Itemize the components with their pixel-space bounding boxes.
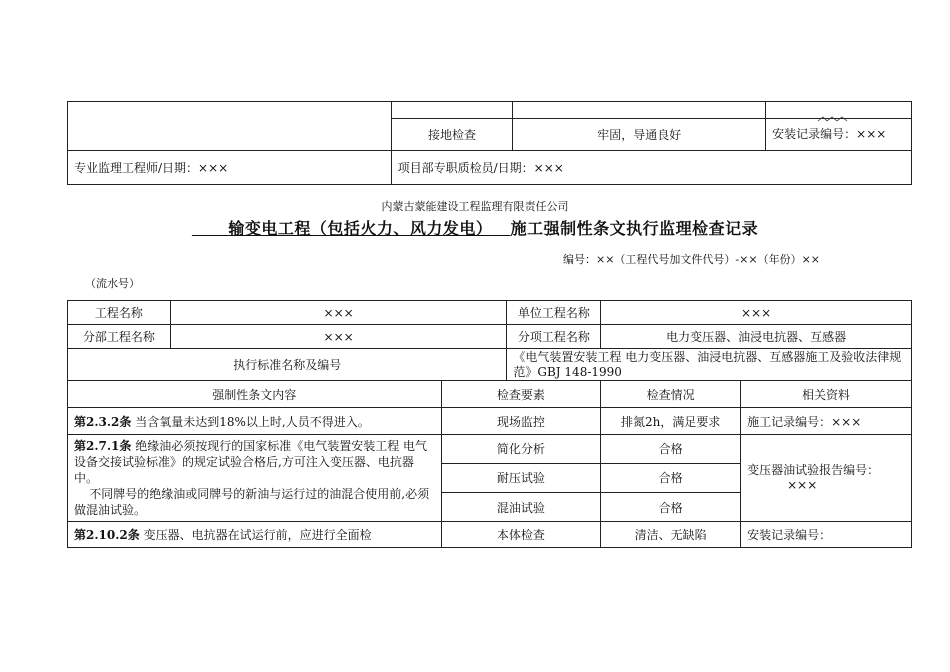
subitem-value: 电力变压器、油浸电抗器、互感器 [601, 325, 912, 349]
header-status: 检查情况 [601, 381, 741, 408]
division-value: ××× [170, 325, 507, 349]
header-docs: 相关资料 [741, 381, 912, 408]
subitem-label: 分项工程名称 [507, 325, 601, 349]
clause-2-10-2-content [68, 522, 442, 548]
title-project: 输变电工程（包括火力、风力发电） [228, 219, 493, 238]
clause-number: 第2.7.1条 [74, 439, 132, 453]
clause-2-3-2-content [68, 408, 442, 435]
supervisor-sign-cell: 专业监理工程师/日期：××× [68, 151, 392, 185]
clause-2-3-2-status: 排氮2h，满足要求 [601, 408, 741, 435]
clause-text-2: 不同牌号的绝缘油或同牌号的新油与运行过的油混合使用前,必须做混油试验。 [74, 487, 430, 517]
project-name-label: 工程名称 [68, 301, 171, 325]
top-blank-cell [513, 102, 766, 119]
document-code: 编号：××（工程代号加文件代号）-××（年份）×× [563, 253, 821, 266]
clause-text: 变压器、电抗器在试运行前，应进行全面检 [143, 528, 372, 542]
clause-2-7-1-element-2: 耐压试验 [441, 463, 601, 493]
clause-2-3-2-element: 现场监控 [441, 408, 601, 435]
document-title [0, 216, 950, 239]
division-label: 分部工程名称 [68, 325, 171, 349]
clause-2-7-1-status-2: 合格 [601, 463, 741, 493]
standard-label: 执行标准名称及编号 [68, 349, 507, 381]
clause-number: 第2.3.2条 [74, 414, 132, 429]
title-blank-before [192, 219, 228, 238]
clause-2-10-2-status: 清洁、无缺陷 [601, 522, 741, 548]
top-blank-cell [391, 102, 513, 119]
clause-text: 绝缘油必须按现行的国家标准《电气装置安装工程 电气设备交接试验标准》的规定试验合格后,方可注入变压器、电抗器中。 [74, 439, 428, 485]
install-record-cell: 安装记录编号：××× [766, 119, 912, 151]
unit-name-label: 单位工程名称 [507, 301, 601, 325]
clause-2-10-2-element: 本体检查 [441, 522, 601, 548]
title-blank-after [492, 219, 510, 238]
clause-2-7-1-element-1: 简化分析 [441, 435, 601, 464]
top-table [67, 101, 912, 185]
scribble-mark [817, 115, 849, 123]
oil-test-report-number: ××× [787, 478, 818, 492]
header-elements: 检查要素 [441, 381, 601, 408]
project-name-value: ××× [170, 301, 507, 325]
clause-2-10-2-doc: 安装记录编号： [741, 522, 912, 548]
clause-2-3-2-doc: 施工记录编号：××× [741, 408, 912, 435]
oil-test-report-label: 变压器油试验报告编号： [747, 463, 880, 477]
clause-2-7-1-status-3: 合格 [601, 493, 741, 522]
serial-number-label: （流水号） [85, 277, 140, 290]
standard-value: 《电气装置安装工程 电力变压器、油浸电抗器、互感器施工及验收法律规范》GBJ 148-1990 [507, 349, 912, 381]
top-empty-cell [68, 102, 392, 151]
main-table [67, 300, 912, 548]
qc-inspector-sign-cell: 项目部专职质检员/日期：××× [391, 151, 911, 185]
clause-2-7-1-content [68, 435, 442, 522]
header-content: 强制性条文内容 [68, 381, 442, 408]
check-item-cell: 接地检查 [391, 119, 513, 151]
company-name: 内蒙古蒙能建设工程监理有限责任公司 [381, 200, 569, 213]
clause-2-7-1-status-1: 合格 [601, 435, 741, 464]
clause-2-7-1-element-3: 混油试验 [441, 493, 601, 522]
check-result-cell: 牢固，导通良好 [513, 119, 766, 151]
clause-number: 第2.10.2条 [74, 528, 140, 542]
clause-text: 当含氧量未达到18%以上时,人员不得进入。 [135, 414, 370, 429]
unit-name-value: ××× [601, 301, 912, 325]
clause-2-7-1-doc [741, 435, 912, 522]
title-rest: 施工强制性条文执行监理检查记录 [510, 219, 759, 238]
